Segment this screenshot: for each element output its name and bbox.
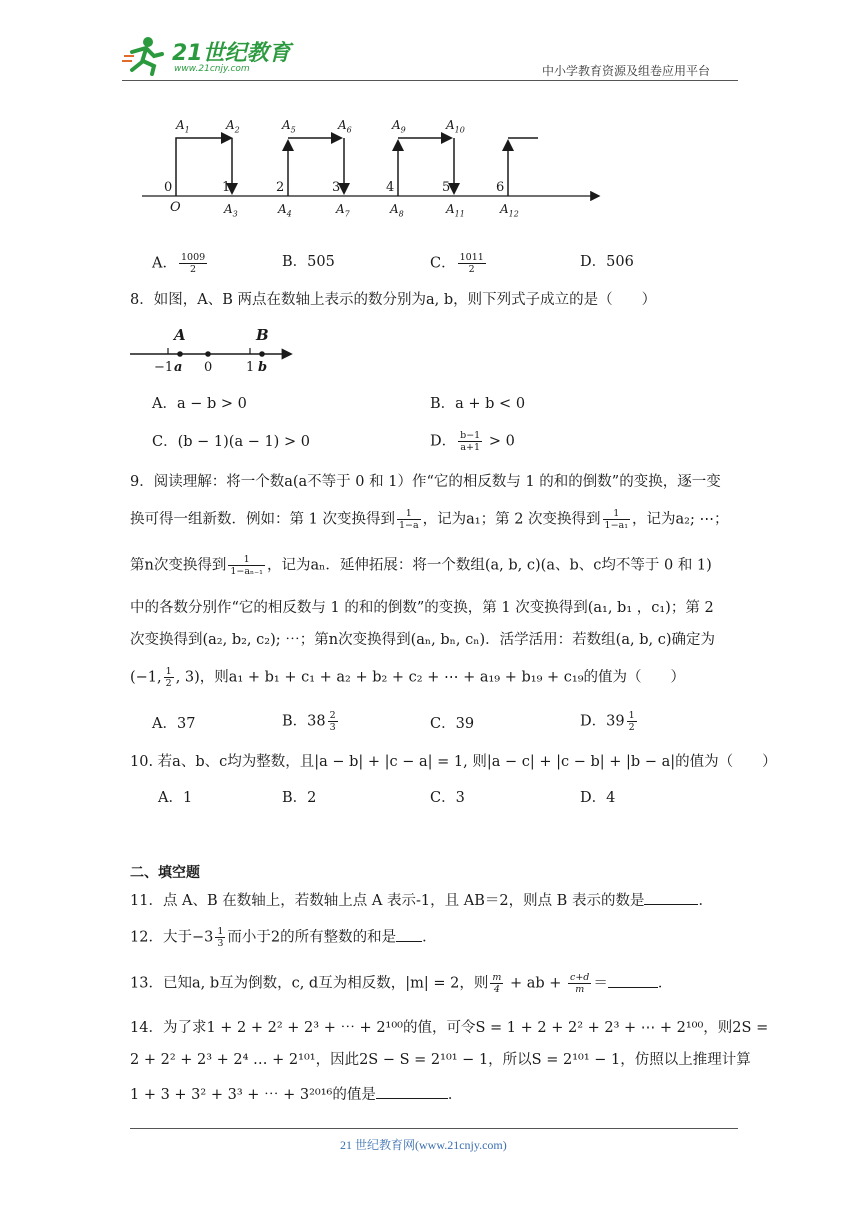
tick-1: 1 [222, 180, 231, 195]
q9-option-a: A．37 [152, 716, 196, 732]
q9-option-c: C．39 [430, 716, 475, 732]
q7-option-c: C． $\frac{1011}{2}$ [430, 252, 484, 275]
label-A7: $A_7$ [336, 202, 350, 219]
q10-option-d: D．4 [580, 790, 616, 806]
point-b-value: b [258, 360, 268, 375]
label-A10: $A_{10}$ [446, 118, 465, 135]
q13: 13．已知a, b互为倒数，c, d互为相反数，|m| = 2，则 $\frac{m}{4}$ + ab + $\frac{c+d}{m}$ ＝ ． [130, 972, 673, 995]
label-A1: $A_1$ [176, 118, 190, 135]
tick-4: 4 [386, 180, 395, 195]
label-A12: $A_{12}$ [500, 202, 519, 219]
q9-line4: 中的各数分别作“它的相反数与 1 的和的倒数”的变换，第 1 次变换得到(a₁, b₁ ，c₁)；第 2 [130, 600, 714, 616]
label-A9: $A_9$ [392, 118, 406, 135]
q9-line2: 换可得一组新数．例如：第 1 次变换得到 $\frac{1}{1-a}$ ，记为a₁；第 2 次变换得到 $\frac{1}{\text{1−a₁}}$ ，记为a₂; ⋯； [130, 508, 729, 531]
tick-0: 0 [164, 180, 173, 195]
q14-line3: 1 + 3 + 3² + 3³ + ⋯ + 3²⁰¹⁶的值是 ． [130, 1084, 462, 1105]
q10-option-a: A．1 [158, 790, 193, 806]
q7-option-b: B．505 [282, 254, 335, 270]
label-A8: $A_8$ [390, 202, 404, 219]
q9-line6: (−1, $\frac{1}{2}$ , 3)，则a₁ + b₁ + c₁ + a₂ + b₂ + c₂ + ⋯ + a₁₉ + b₁₉ + c₁₉的值为（ ） [130, 666, 686, 689]
q14-answer-blank[interactable] [376, 1084, 448, 1099]
q9-line3: 第n次变换得到 $\frac{1}{\text{1−aₙ₋₁}}$ ，记为aₙ．延伸拓展：将一个数组(a, b, c)(a、b、c均不等于 0 和 1) [130, 554, 712, 577]
label-A4: $A_4$ [278, 202, 292, 219]
point-A-label: A [174, 326, 186, 344]
site-logo [122, 34, 292, 78]
tick-2: 2 [276, 180, 285, 195]
q8-option-a: A．a − b > 0 [152, 396, 247, 412]
q12: 12．大于−3 $\frac{1}{3}$ 而小于2的所有整数的和是 ． [130, 926, 437, 949]
q7-option-d: D．506 [580, 254, 634, 270]
q8-number-line [128, 324, 298, 378]
q8-stem: 8．如图，A、B 两点在数轴上表示的数分别为a, b，则下列式子成立的是（ ） [130, 292, 657, 308]
q10-option-c: C．3 [430, 790, 465, 806]
label-A5: $A_5$ [282, 118, 296, 135]
header-divider [122, 80, 738, 81]
tick-5: 5 [442, 180, 451, 195]
section-title-fill-in: 二、填空题 [130, 865, 200, 881]
logo-title: 21世纪教育 [172, 41, 291, 66]
tick-3: 3 [332, 180, 341, 195]
tick-zero: 0 [204, 360, 213, 375]
header-platform-text: 中小学教育资源及组卷应用平台 [542, 64, 711, 78]
footer-divider [130, 1128, 738, 1129]
label-A3: $A_3$ [224, 202, 238, 219]
q12-answer-blank[interactable] [396, 927, 422, 942]
q7-option-a: A． $\frac{1009}{2}$ [152, 252, 206, 275]
tick-6: 6 [496, 180, 505, 195]
q9-option-d: D．39 $\frac{1}{2}$ [580, 710, 635, 733]
q8-option-c: C．(b − 1)(a − 1) > 0 [152, 434, 310, 450]
q10-stem: 10. 若a、b、c均为整数，且|a − b| + |c − a| = 1, 则|a − c| + |c − b| + |b − a|的值为（ ） [130, 754, 777, 770]
logo-url: www.21cnjy.com [174, 64, 250, 74]
footer-text[interactable]: 21 世纪教育网(www.21cnjy.com) [340, 1138, 507, 1152]
label-A6: $A_6$ [338, 118, 352, 135]
q14-line2: 2 + 2² + 2³ + 2⁴ … + 2¹⁰¹，因此2S − S = 2¹⁰¹ − 1，所以S = 2¹⁰¹ − 1，仿照以上推理计算 [130, 1052, 751, 1068]
q13-answer-blank[interactable] [608, 973, 658, 988]
q9-line5: 次变换得到(a₂, b₂, c₂); ⋯；第n次变换得到(aₙ, bₙ, cₙ)．活学活用：若数组(a, b, c)确定为 [130, 632, 715, 648]
q8-option-b: B．a + b < 0 [430, 396, 526, 412]
figure-step-path [140, 118, 610, 224]
q10-option-b: B．2 [282, 790, 317, 806]
q14-line1: 14．为了求1 + 2 + 2² + 2³ + ⋯ + 2¹⁰⁰的值，可令S = 1 + 2 + 2² + 2³ + ⋯ + 2¹⁰⁰，则2S = [130, 1020, 769, 1036]
step-path-diagram [140, 118, 610, 224]
point-B-label: B [256, 326, 269, 344]
q9-line1: 9．阅读理解：将一个数a(a不等于 0 和 1）作“它的相反数与 1 的和的倒数”的变换，逐一变 [130, 474, 721, 490]
tick-one: 1 [246, 360, 255, 375]
tick-minus1: −1 [154, 360, 174, 375]
label-A2: $A_2$ [226, 118, 240, 135]
q11: 11．点 A、B 在数轴上，若数轴上点 A 表示-1，且 AB＝2，则点 B 表示的数是 ． [130, 890, 713, 911]
q9-option-b: B．38 $\frac{2}{3}$ [282, 710, 336, 733]
label-O: O [170, 200, 181, 215]
q11-answer-blank[interactable] [644, 890, 698, 905]
q8-option-d: D． $\frac{b-1}{a+1}$ > 0 [430, 430, 515, 453]
label-A11: $A_{11}$ [446, 202, 465, 219]
point-a-value: a [174, 360, 183, 375]
